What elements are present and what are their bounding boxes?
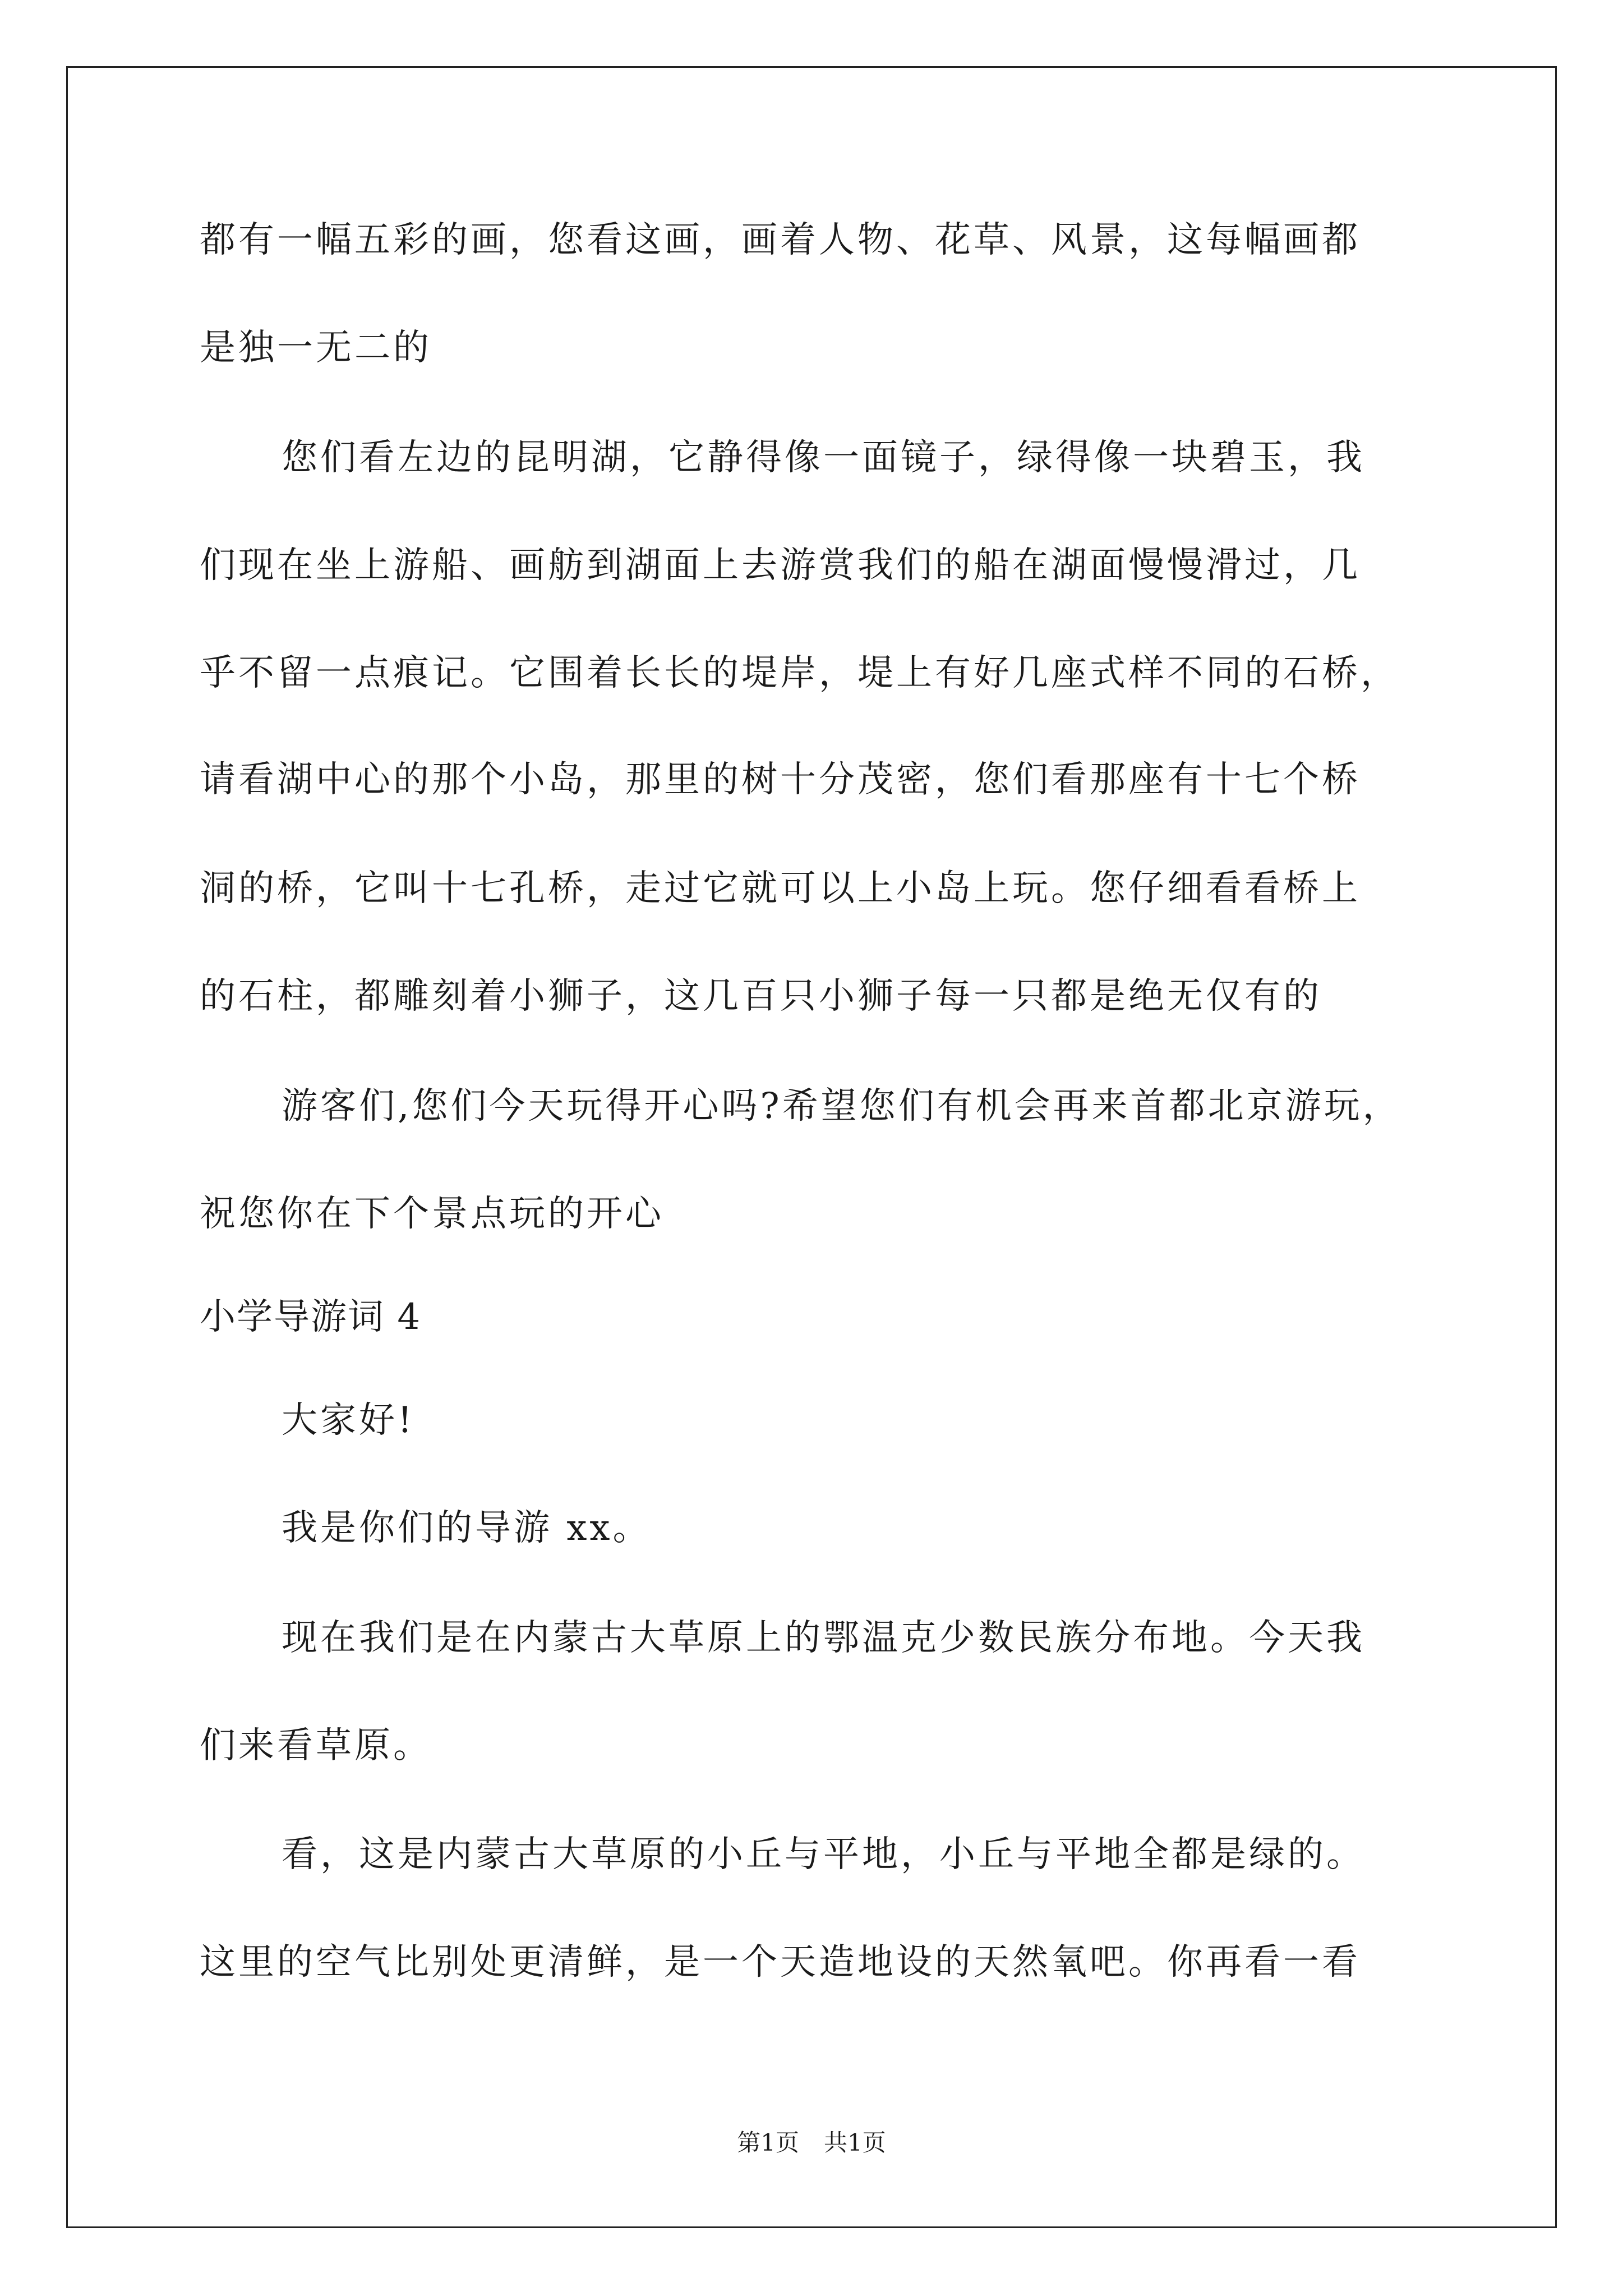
text-line: 祝您你在下个景点玩的开心 (200, 1193, 664, 1235)
text-line: 们来看草原。 (200, 1725, 432, 1766)
text-line: 都有一幅五彩的画，您看这画，画着人物、花草、风景，这每幅画都 (200, 219, 1361, 261)
text-line: 洞的桥，它叫十七孔桥，走过它就可以上小岛上玩。您仔细看看桥上 (200, 868, 1361, 909)
text-line: 是独一无二的 (200, 327, 432, 369)
text-line: 乎不留一点痕记。它围着长长的堤岸，堤上有好几座式样不同的石桥， (200, 652, 1399, 694)
page-total: 共1页 (824, 2129, 886, 2156)
paragraph-start-line: 您们看左边的昆明湖，它静得像一面镜子，绿得像一块碧玉，我 (282, 437, 1365, 478)
paragraph-start-line: 我是你们的导游 xx。 (282, 1507, 652, 1549)
page-footer (0, 2127, 1623, 2159)
text-line: 的石柱，都雕刻着小狮子，这几百只小狮子每一只都是绝无仅有的 (200, 976, 1322, 1017)
page-border (66, 66, 1557, 2228)
paragraph-start-line: 游客们,您们今天玩得开心吗?希望您们有机会再来首都北京游玩， (282, 1085, 1401, 1127)
page-number: 第1页 (737, 2129, 799, 2156)
paragraph-start-line: 大家好! (282, 1400, 415, 1441)
text-line: 这里的空气比别处更清鲜，是一个天造地设的天然氧吧。你再看一看 (200, 1941, 1361, 1983)
paragraph-start-line: 看，这是内蒙古大草原的小丘与平地，小丘与平地全都是绿的。 (282, 1834, 1365, 1875)
text-line: 们现在坐上游船、画舫到湖面上去游赏我们的船在湖面慢慢滑过，几 (200, 545, 1361, 586)
section-heading: 小学导游词 4 (200, 1296, 422, 1338)
paragraph-start-line: 现在我们是在内蒙古大草原上的鄂温克少数民族分布地。今天我 (282, 1617, 1365, 1659)
text-line: 请看湖中心的那个小岛，那里的树十分茂密，您们看那座有十七个桥 (200, 759, 1361, 800)
